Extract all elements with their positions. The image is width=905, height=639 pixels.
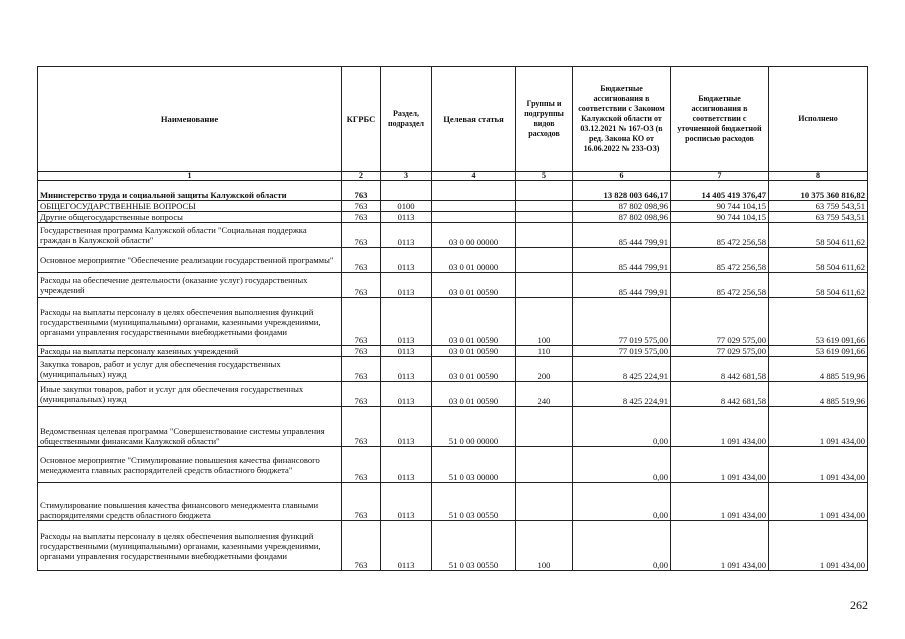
cell-section: 0113 — [381, 212, 432, 223]
cell-target: 51 0 00 00000 — [432, 407, 516, 447]
cell-group — [516, 212, 573, 223]
cell-refined: 85 472 256,58 — [671, 223, 769, 248]
cell-refined: 85 472 256,58 — [671, 273, 769, 298]
cell-name: Министерство труда и социальной защиты Калужской области — [38, 181, 342, 201]
cell-section: 0113 — [381, 407, 432, 447]
cell-executed: 1 091 434,00 — [769, 483, 868, 521]
cell-executed: 4 885 519,96 — [769, 357, 868, 382]
cell-refined: 90 744 104,15 — [671, 212, 769, 223]
cell-name: Стимулирование повышения качества финансового менеджмента главными распорядителями средств областного бюджета — [38, 483, 342, 521]
cell-executed: 1 091 434,00 — [769, 407, 868, 447]
table-row — [38, 201, 868, 212]
table-row — [38, 273, 868, 298]
cell-refined: 1 091 434,00 — [671, 447, 769, 483]
cell-kgrbs: 763 — [342, 223, 381, 248]
table-row — [38, 447, 868, 483]
table-row — [38, 248, 868, 273]
cell-target: 03 0 01 00590 — [432, 273, 516, 298]
cell-group: 100 — [516, 521, 573, 571]
cell-law: 0,00 — [573, 483, 671, 521]
cell-target: 03 0 01 00590 — [432, 298, 516, 346]
column-header-executed: Исполнено — [769, 67, 868, 172]
cell-target: 03 0 01 00000 — [432, 248, 516, 273]
table-row — [38, 382, 868, 407]
cell-kgrbs: 763 — [342, 382, 381, 407]
cell-target: 51 0 03 00550 — [432, 483, 516, 521]
cell-group: 240 — [516, 382, 573, 407]
cell-name: Основное мероприятие "Стимулирование повышения качества финансового менеджмента главных распорядителей средств областного бюджета" — [38, 447, 342, 483]
column-header-target: Целевая статья — [432, 67, 516, 172]
cell-refined: 14 405 419 376,47 — [671, 181, 769, 201]
cell-group: 100 — [516, 298, 573, 346]
column-number: 7 — [671, 172, 769, 181]
cell-kgrbs: 763 — [342, 212, 381, 223]
column-header-section: Раздел, подраздел — [381, 67, 432, 172]
column-number: 3 — [381, 172, 432, 181]
cell-law: 77 019 575,00 — [573, 346, 671, 357]
cell-section: 0113 — [381, 273, 432, 298]
cell-group: 200 — [516, 357, 573, 382]
cell-refined: 8 442 681,58 — [671, 382, 769, 407]
cell-law: 0,00 — [573, 521, 671, 571]
cell-name: Расходы на выплаты персоналу в целях обеспечения выполнения функций государственными (муниципальными) органами, казенными учреждениями, органами управления государственными внебюджетными фондами — [38, 298, 342, 346]
column-number: 4 — [432, 172, 516, 181]
cell-law: 13 828 003 646,17 — [573, 181, 671, 201]
cell-name: Другие общегосударственные вопросы — [38, 212, 342, 223]
cell-executed: 63 759 543,51 — [769, 201, 868, 212]
cell-law: 8 425 224,91 — [573, 382, 671, 407]
cell-kgrbs: 763 — [342, 248, 381, 273]
cell-kgrbs: 763 — [342, 346, 381, 357]
column-number: 1 — [38, 172, 342, 181]
cell-target: 03 0 01 00590 — [432, 346, 516, 357]
table-row — [38, 223, 868, 248]
cell-refined: 1 091 434,00 — [671, 483, 769, 521]
cell-name: Расходы на выплаты персоналу в целях обеспечения выполнения функций государственными (муниципальными) органами, казенными учреждениями, органами управления государственными внебюджетными фондами — [38, 521, 342, 571]
cell-target: 03 0 01 00590 — [432, 382, 516, 407]
cell-law: 0,00 — [573, 407, 671, 447]
cell-group: 110 — [516, 346, 573, 357]
cell-refined: 1 091 434,00 — [671, 521, 769, 571]
cell-name: Закупка товаров, работ и услуг для обеспечения государственных (муниципальных) нужд — [38, 357, 342, 382]
budget-table-container — [37, 66, 867, 571]
column-number: 6 — [573, 172, 671, 181]
cell-section: 0113 — [381, 483, 432, 521]
cell-refined: 77 029 575,00 — [671, 298, 769, 346]
cell-executed: 1 091 434,00 — [769, 521, 868, 571]
budget-table — [37, 66, 868, 571]
cell-section: 0113 — [381, 521, 432, 571]
cell-law: 85 444 799,91 — [573, 273, 671, 298]
cell-executed: 58 504 611,62 — [769, 248, 868, 273]
cell-group — [516, 181, 573, 201]
page-number: 262 — [850, 598, 868, 612]
table-row — [38, 298, 868, 346]
cell-target: 51 0 03 00550 — [432, 521, 516, 571]
table-row — [38, 483, 868, 521]
cell-section: 0113 — [381, 248, 432, 273]
cell-law: 87 802 098,96 — [573, 212, 671, 223]
cell-section: 0113 — [381, 298, 432, 346]
table-row — [38, 181, 868, 201]
cell-group — [516, 483, 573, 521]
cell-refined: 1 091 434,00 — [671, 407, 769, 447]
cell-group — [516, 248, 573, 273]
column-header-law: Бюджетные ассигнования в соответствии с Законом Калужской области от 03.12.2021 № 167-ОЗ (в ред. Закона КО от 16.06.2022 № 233-ОЗ) — [573, 67, 671, 172]
column-header-refined: Бюджетные ассигнования в соответствии с уточненной бюджетной росписью расходов — [671, 67, 769, 172]
cell-name: Расходы на выплаты персоналу казенных учреждений — [38, 346, 342, 357]
cell-section: 0113 — [381, 447, 432, 483]
cell-kgrbs: 763 — [342, 201, 381, 212]
cell-target: 51 0 03 00000 — [432, 447, 516, 483]
cell-target — [432, 212, 516, 223]
cell-law: 77 019 575,00 — [573, 298, 671, 346]
cell-kgrbs: 763 — [342, 407, 381, 447]
cell-name: Ведомственная целевая программа "Совершенствование системы управления общественными финансами Калужской области" — [38, 407, 342, 447]
cell-executed: 10 375 360 816,82 — [769, 181, 868, 201]
column-number-row — [38, 172, 868, 181]
column-number: 5 — [516, 172, 573, 181]
table-row — [38, 346, 868, 357]
cell-executed: 53 619 091,66 — [769, 298, 868, 346]
cell-name: Расходы на обеспечение деятельности (оказание услуг) государственных учреждений — [38, 273, 342, 298]
cell-kgrbs: 763 — [342, 273, 381, 298]
column-number: 8 — [769, 172, 868, 181]
cell-kgrbs: 763 — [342, 483, 381, 521]
cell-name: ОБЩЕГОСУДАРСТВЕННЫЕ ВОПРОСЫ — [38, 201, 342, 212]
cell-group — [516, 447, 573, 483]
cell-target: 03 0 00 00000 — [432, 223, 516, 248]
cell-section — [381, 181, 432, 201]
cell-kgrbs: 763 — [342, 357, 381, 382]
cell-executed: 53 619 091,66 — [769, 346, 868, 357]
cell-executed: 58 504 611,62 — [769, 273, 868, 298]
cell-group — [516, 407, 573, 447]
cell-section: 0100 — [381, 201, 432, 212]
cell-refined: 90 744 104,15 — [671, 201, 769, 212]
table-row — [38, 212, 868, 223]
table-row — [38, 521, 868, 571]
cell-target — [432, 201, 516, 212]
column-header-kgrbs: КГРБС — [342, 67, 381, 172]
cell-kgrbs: 763 — [342, 298, 381, 346]
cell-refined: 85 472 256,58 — [671, 248, 769, 273]
cell-refined: 8 442 681,58 — [671, 357, 769, 382]
cell-name: Основное мероприятие "Обеспечение реализации государственной программы" — [38, 248, 342, 273]
cell-executed: 4 885 519,96 — [769, 382, 868, 407]
column-header-groups: Группы и подгруппы видов расходов — [516, 67, 573, 172]
cell-law: 0,00 — [573, 447, 671, 483]
cell-executed: 63 759 543,51 — [769, 212, 868, 223]
cell-kgrbs: 763 — [342, 181, 381, 201]
cell-law: 85 444 799,91 — [573, 248, 671, 273]
cell-name: Государственная программа Калужской области "Социальная поддержка граждан в Калужской области" — [38, 223, 342, 248]
cell-group — [516, 273, 573, 298]
table-row — [38, 407, 868, 447]
cell-executed: 58 504 611,62 — [769, 223, 868, 248]
cell-section: 0113 — [381, 223, 432, 248]
table-row — [38, 357, 868, 382]
cell-group — [516, 223, 573, 248]
cell-law: 8 425 224,91 — [573, 357, 671, 382]
header-row — [38, 67, 868, 172]
cell-refined: 77 029 575,00 — [671, 346, 769, 357]
column-header-name: Наименование — [38, 67, 342, 172]
cell-name: Иные закупки товаров, работ и услуг для обеспечения государственных (муниципальных) нужд — [38, 382, 342, 407]
cell-section: 0113 — [381, 346, 432, 357]
cell-kgrbs: 763 — [342, 521, 381, 571]
cell-group — [516, 201, 573, 212]
cell-target: 03 0 01 00590 — [432, 357, 516, 382]
cell-kgrbs: 763 — [342, 447, 381, 483]
cell-target — [432, 181, 516, 201]
cell-section: 0113 — [381, 382, 432, 407]
cell-executed: 1 091 434,00 — [769, 447, 868, 483]
cell-section: 0113 — [381, 357, 432, 382]
column-number: 2 — [342, 172, 381, 181]
cell-law: 87 802 098,96 — [573, 201, 671, 212]
cell-law: 85 444 799,91 — [573, 223, 671, 248]
